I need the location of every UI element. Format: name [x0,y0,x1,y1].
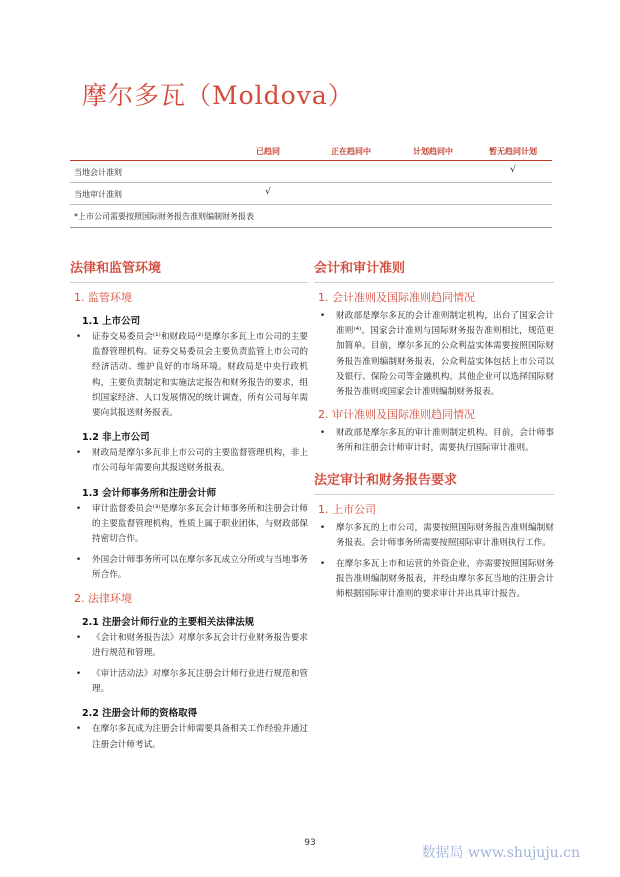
list-item: • 财政部是摩尔多瓦的审计准则制定机构。目前，会计师事务所和注册会计师审计时，需要执行国际审计准则。 [320,428,554,454]
right-column [314,257,554,609]
subheading-qualification: 2.2 注册会计师的资格取得 [82,708,198,720]
left-column [70,257,308,759]
table-note [70,205,552,228]
table-row [70,161,552,183]
list-item: • 外国会计师事务所可以在摩尔多瓦成立分所或与当地事务所合作。 [76,555,308,581]
list-item: • 证券交易委员会⁽¹⁾和财政局⁽²⁾是摩尔多瓦上市公司的主要监督管理机构。证券交易委员会主要负责监管上市公司的经济活动、维护良好的市场环境。财政局是中央行政机构，主要负责制定和实施法定报告和财务报告的要求，组织国家经济、人口发展情况的统计调查，所有公司每年需要向其报送财务报表。 [76,332,308,419]
page-number: 93 [304,838,316,848]
subheading-listed: 1.1 上市公司 [82,316,141,327]
table-note-text: *上市公司需要按照国际财务报告准则编制财务报表 [74,212,254,221]
subheading-listed-companies: 1. 上市公司 [318,502,376,516]
header-no-plan: 暂无趋同计划 [489,147,537,156]
list-item: • 在摩尔多瓦上市和运营的外资企业，亦需要按照国际财务报告准则编制财务报表，并经由摩尔多瓦当地的注册会计师根据国际审计准则的要求审计并出具审计报告。 [320,559,554,600]
section-heading-standards: 会计和审计准则 [314,257,554,283]
list-item: • 《审计活动法》对摩尔多瓦注册会计师行业进行规范和管理。 [76,669,308,695]
header-converging: 正在趋同中 [331,147,371,156]
list-item: • 审计监督委员会⁽³⁾是摩尔多瓦会计师事务所和注册会计师的主要监督管理机构，性质上属于职业团体，与财政部保持密切合作。 [76,503,308,545]
list-item: • 财政局是摩尔多瓦非上市公司的主要监督管理机构，非上市公司每年需要向其报送财务报表。 [76,448,308,474]
list-item: • 摩尔多瓦的上市公司，需要按照国际财务报告准则编制财务报表。会计师事务所需要按照国际审计准则执行工作。 [320,522,554,548]
list-item: • 在摩尔多瓦成为注册会计师需要具备相关工作经验并通过注册会计师考试。 [76,724,308,750]
list-item: • 《会计和财务报告法》对摩尔多瓦会计行业财务报告要求进行规范和管理。 [76,632,308,658]
section-heading-legal: 法律和监管环境 [70,257,308,283]
table-row [70,183,552,205]
table-header [70,142,552,161]
subheading-auditing: 2. 审计准则及国际准则趋同情况 [318,408,475,422]
check-mark: √ [265,187,271,197]
header-converged: 已趋同 [256,147,280,156]
subheading-firms: 1.3 会计师事务所和注册会计师 [82,487,217,499]
row-label: 当地会计准则 [74,168,122,177]
list-item: • 财政部是摩尔多瓦的会计准则制定机构，出台了国家会计准则⁽⁴⁾。国家会计准则与国际财务报告准则相比，规范更加简单。目前，摩尔多瓦的公众利益实体需要按照国际财务报告准则编制财务报表，公众利益实体包括上市公司以及银行、保险公司等金融机构。其他企业可以选择国际财务报告准则或国家会计准则编制财务报表。 [320,311,554,398]
subheading-unlisted: 1.2 非上市公司 [82,432,150,444]
subheading-laws: 2.1 注册会计师行业的主要相关法律法规 [82,616,255,628]
subheading-legal-env: 2. 法律环境 [74,591,132,605]
row-label: 当地审计准则 [74,190,122,199]
section-heading-statutory: 法定审计和财务报告要求 [314,469,554,495]
page-title: 摩尔多瓦（Moldova） [82,81,354,110]
subheading-accounting: 1. 会计准则及国际准则趋同情况 [318,291,475,304]
check-mark: √ [510,165,516,175]
convergence-table [70,142,552,228]
header-planned: 计划趋同中 [413,147,453,156]
watermark: 数据局 www.shujuju.cn [421,845,580,861]
subheading-regulatory: 1. 监管环境 [74,291,132,304]
